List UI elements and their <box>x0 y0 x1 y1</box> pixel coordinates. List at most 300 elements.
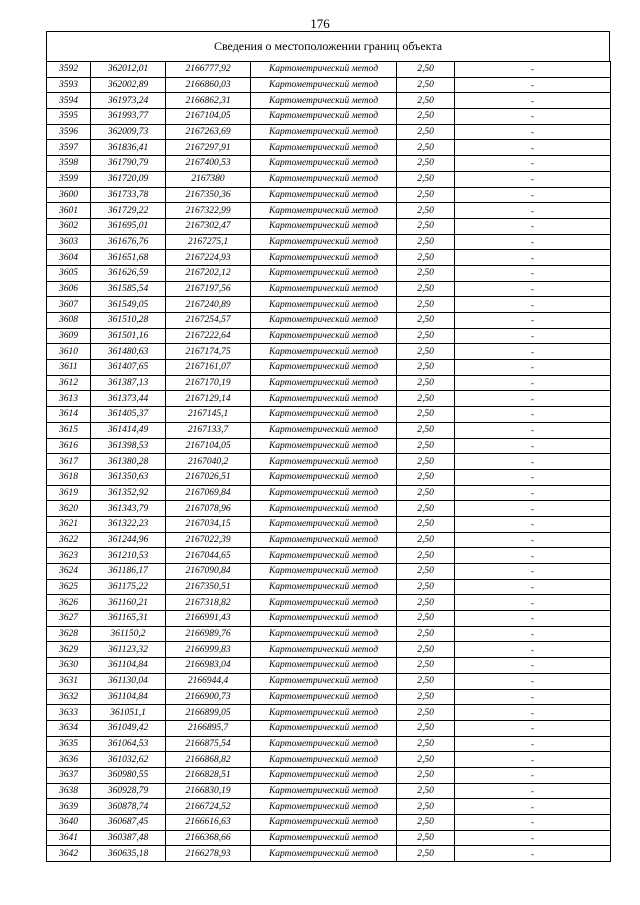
description-cell: - <box>455 611 611 627</box>
method-cell: Картометрический метод <box>251 469 397 485</box>
accuracy-cell: 2,50 <box>397 736 455 752</box>
accuracy-cell: 2,50 <box>397 391 455 407</box>
method-cell: Картометрический метод <box>251 438 397 454</box>
accuracy-cell: 2,50 <box>397 313 455 329</box>
y-coordinate-cell: 2167022,39 <box>166 532 251 548</box>
point-number-cell: 3616 <box>47 438 91 454</box>
x-coordinate-cell: 361343,79 <box>91 501 166 517</box>
y-coordinate-cell: 2166895,7 <box>166 720 251 736</box>
method-cell: Картометрический метод <box>251 658 397 674</box>
method-cell: Картометрический метод <box>251 265 397 281</box>
table-row <box>47 93 611 109</box>
y-coordinate-cell: 2167129,14 <box>166 391 251 407</box>
description-cell: - <box>455 579 611 595</box>
method-cell: Картометрический метод <box>251 93 397 109</box>
table-row <box>47 391 611 407</box>
point-number-cell: 3607 <box>47 297 91 313</box>
method-cell: Картометрический метод <box>251 344 397 360</box>
description-cell: - <box>455 626 611 642</box>
y-coordinate-cell: 2166989,76 <box>166 626 251 642</box>
description-cell: - <box>455 736 611 752</box>
point-number-cell: 3601 <box>47 203 91 219</box>
x-coordinate-cell: 361651,68 <box>91 250 166 266</box>
y-coordinate-cell: 2167069,84 <box>166 485 251 501</box>
y-coordinate-cell: 2167090,84 <box>166 564 251 580</box>
point-number-cell: 3629 <box>47 642 91 658</box>
x-coordinate-cell: 361373,44 <box>91 391 166 407</box>
description-cell: - <box>455 218 611 234</box>
accuracy-cell: 2,50 <box>397 250 455 266</box>
description-cell: - <box>455 344 611 360</box>
table-row <box>47 595 611 611</box>
table-row <box>47 109 611 125</box>
y-coordinate-cell: 2167350,36 <box>166 187 251 203</box>
point-number-cell: 3592 <box>47 62 91 78</box>
accuracy-cell: 2,50 <box>397 830 455 846</box>
boundary-table-sheet <box>46 31 610 862</box>
point-number-cell: 3625 <box>47 579 91 595</box>
x-coordinate-cell: 361585,54 <box>91 281 166 297</box>
description-cell: - <box>455 642 611 658</box>
y-coordinate-cell: 2167145,1 <box>166 407 251 423</box>
accuracy-cell: 2,50 <box>397 344 455 360</box>
point-number-cell: 3602 <box>47 218 91 234</box>
accuracy-cell: 2,50 <box>397 595 455 611</box>
method-cell: Картометрический метод <box>251 203 397 219</box>
x-coordinate-cell: 361130,04 <box>91 673 166 689</box>
method-cell: Картометрический метод <box>251 156 397 172</box>
y-coordinate-cell: 2166862,31 <box>166 93 251 109</box>
x-coordinate-cell: 361322,23 <box>91 516 166 532</box>
y-coordinate-cell: 2167133,7 <box>166 422 251 438</box>
description-cell: - <box>455 815 611 831</box>
description-cell: - <box>455 548 611 564</box>
description-cell: - <box>455 830 611 846</box>
y-coordinate-cell: 2167078,96 <box>166 501 251 517</box>
table-row <box>47 846 611 862</box>
x-coordinate-cell: 361350,63 <box>91 469 166 485</box>
accuracy-cell: 2,50 <box>397 203 455 219</box>
point-number-cell: 3638 <box>47 783 91 799</box>
y-coordinate-cell: 2167034,15 <box>166 516 251 532</box>
x-coordinate-cell: 361210,53 <box>91 548 166 564</box>
description-cell: - <box>455 516 611 532</box>
table-row <box>47 705 611 721</box>
point-number-cell: 3641 <box>47 830 91 846</box>
table-row <box>47 328 611 344</box>
table-row <box>47 642 611 658</box>
x-coordinate-cell: 362002,89 <box>91 77 166 93</box>
table-row <box>47 689 611 705</box>
x-coordinate-cell: 361720,09 <box>91 171 166 187</box>
method-cell: Картометрический метод <box>251 846 397 862</box>
x-coordinate-cell: 361676,76 <box>91 234 166 250</box>
accuracy-cell: 2,50 <box>397 846 455 862</box>
table-row <box>47 516 611 532</box>
description-cell: - <box>455 93 611 109</box>
description-cell: - <box>455 532 611 548</box>
accuracy-cell: 2,50 <box>397 767 455 783</box>
description-cell: - <box>455 265 611 281</box>
description-cell: - <box>455 705 611 721</box>
accuracy-cell: 2,50 <box>397 422 455 438</box>
table-row <box>47 720 611 736</box>
boundary-points-table <box>46 61 611 862</box>
table-row <box>47 124 611 140</box>
description-cell: - <box>455 422 611 438</box>
point-number-cell: 3620 <box>47 501 91 517</box>
accuracy-cell: 2,50 <box>397 752 455 768</box>
x-coordinate-cell: 361352,92 <box>91 485 166 501</box>
accuracy-cell: 2,50 <box>397 62 455 78</box>
accuracy-cell: 2,50 <box>397 673 455 689</box>
method-cell: Картометрический метод <box>251 297 397 313</box>
table-row <box>47 454 611 470</box>
method-cell: Картометрический метод <box>251 579 397 595</box>
y-coordinate-cell: 2167026,51 <box>166 469 251 485</box>
accuracy-cell: 2,50 <box>397 799 455 815</box>
method-cell: Картометрический метод <box>251 485 397 501</box>
point-number-cell: 3605 <box>47 265 91 281</box>
y-coordinate-cell: 2167275,1 <box>166 234 251 250</box>
table-row <box>47 501 611 517</box>
description-cell: - <box>455 281 611 297</box>
x-coordinate-cell: 361165,31 <box>91 611 166 627</box>
method-cell: Картометрический метод <box>251 124 397 140</box>
page-number: 176 <box>310 16 330 31</box>
table-row <box>47 752 611 768</box>
accuracy-cell: 2,50 <box>397 626 455 642</box>
table-row <box>47 297 611 313</box>
x-coordinate-cell: 361032,62 <box>91 752 166 768</box>
accuracy-cell: 2,50 <box>397 516 455 532</box>
description-cell: - <box>455 156 611 172</box>
point-number-cell: 3613 <box>47 391 91 407</box>
method-cell: Картометрический метод <box>251 407 397 423</box>
point-number-cell: 3624 <box>47 564 91 580</box>
accuracy-cell: 2,50 <box>397 642 455 658</box>
table-row <box>47 218 611 234</box>
point-number-cell: 3610 <box>47 344 91 360</box>
method-cell: Картометрический метод <box>251 422 397 438</box>
y-coordinate-cell: 2167161,07 <box>166 360 251 376</box>
y-coordinate-cell: 2166828,51 <box>166 767 251 783</box>
point-number-cell: 3642 <box>47 846 91 862</box>
description-cell: - <box>455 187 611 203</box>
y-coordinate-cell: 2166724,52 <box>166 799 251 815</box>
y-coordinate-cell: 2167197,56 <box>166 281 251 297</box>
table-row <box>47 250 611 266</box>
description-cell: - <box>455 297 611 313</box>
accuracy-cell: 2,50 <box>397 783 455 799</box>
table-row <box>47 360 611 376</box>
accuracy-cell: 2,50 <box>397 375 455 391</box>
accuracy-cell: 2,50 <box>397 360 455 376</box>
method-cell: Картометрический метод <box>251 626 397 642</box>
accuracy-cell: 2,50 <box>397 265 455 281</box>
table-row <box>47 783 611 799</box>
point-number-cell: 3596 <box>47 124 91 140</box>
table-row <box>47 187 611 203</box>
x-coordinate-cell: 362012,01 <box>91 62 166 78</box>
x-coordinate-cell: 361150,2 <box>91 626 166 642</box>
x-coordinate-cell: 361123,32 <box>91 642 166 658</box>
point-number-cell: 3594 <box>47 93 91 109</box>
y-coordinate-cell: 2166900,73 <box>166 689 251 705</box>
table-row <box>47 281 611 297</box>
y-coordinate-cell: 2167104,05 <box>166 109 251 125</box>
point-number-cell: 3634 <box>47 720 91 736</box>
accuracy-cell: 2,50 <box>397 815 455 831</box>
method-cell: Картометрический метод <box>251 250 397 266</box>
table-row <box>47 736 611 752</box>
description-cell: - <box>455 124 611 140</box>
accuracy-cell: 2,50 <box>397 234 455 250</box>
method-cell: Картометрический метод <box>251 328 397 344</box>
method-cell: Картометрический метод <box>251 501 397 517</box>
description-cell: - <box>455 407 611 423</box>
y-coordinate-cell: 2166830,19 <box>166 783 251 799</box>
accuracy-cell: 2,50 <box>397 720 455 736</box>
x-coordinate-cell: 361626,59 <box>91 265 166 281</box>
point-number-cell: 3603 <box>47 234 91 250</box>
description-cell: - <box>455 438 611 454</box>
y-coordinate-cell: 2166616,63 <box>166 815 251 831</box>
table-row <box>47 767 611 783</box>
description-cell: - <box>455 250 611 266</box>
y-coordinate-cell: 2167400,53 <box>166 156 251 172</box>
point-number-cell: 3612 <box>47 375 91 391</box>
point-number-cell: 3632 <box>47 689 91 705</box>
point-number-cell: 3609 <box>47 328 91 344</box>
y-coordinate-cell: 2167322,99 <box>166 203 251 219</box>
description-cell: - <box>455 454 611 470</box>
accuracy-cell: 2,50 <box>397 140 455 156</box>
method-cell: Картометрический метод <box>251 767 397 783</box>
description-cell: - <box>455 234 611 250</box>
accuracy-cell: 2,50 <box>397 564 455 580</box>
point-number-cell: 3637 <box>47 767 91 783</box>
y-coordinate-cell: 2166868,82 <box>166 752 251 768</box>
table-title: Сведения о местоположении границ объекта <box>46 31 610 61</box>
x-coordinate-cell: 360928,79 <box>91 783 166 799</box>
table-row <box>47 344 611 360</box>
x-coordinate-cell: 361993,77 <box>91 109 166 125</box>
x-coordinate-cell: 361836,41 <box>91 140 166 156</box>
description-cell: - <box>455 62 611 78</box>
description-cell: - <box>455 673 611 689</box>
x-coordinate-cell: 361501,16 <box>91 328 166 344</box>
point-number-cell: 3595 <box>47 109 91 125</box>
table-row <box>47 313 611 329</box>
y-coordinate-cell: 2167263,69 <box>166 124 251 140</box>
table-row <box>47 658 611 674</box>
x-coordinate-cell: 361104,84 <box>91 689 166 705</box>
method-cell: Картометрический метод <box>251 595 397 611</box>
accuracy-cell: 2,50 <box>397 579 455 595</box>
description-cell: - <box>455 485 611 501</box>
accuracy-cell: 2,50 <box>397 548 455 564</box>
x-coordinate-cell: 361695,01 <box>91 218 166 234</box>
accuracy-cell: 2,50 <box>397 93 455 109</box>
method-cell: Картометрический метод <box>251 171 397 187</box>
accuracy-cell: 2,50 <box>397 187 455 203</box>
y-coordinate-cell: 2166777,92 <box>166 62 251 78</box>
method-cell: Картометрический метод <box>251 516 397 532</box>
table-row <box>47 77 611 93</box>
y-coordinate-cell: 2167350,51 <box>166 579 251 595</box>
description-cell: - <box>455 501 611 517</box>
description-cell: - <box>455 720 611 736</box>
method-cell: Картометрический метод <box>251 187 397 203</box>
table-row <box>47 62 611 78</box>
accuracy-cell: 2,50 <box>397 109 455 125</box>
method-cell: Картометрический метод <box>251 564 397 580</box>
x-coordinate-cell: 361973,24 <box>91 93 166 109</box>
method-cell: Картометрический метод <box>251 673 397 689</box>
accuracy-cell: 2,50 <box>397 689 455 705</box>
x-coordinate-cell: 361407,65 <box>91 360 166 376</box>
point-number-cell: 3611 <box>47 360 91 376</box>
x-coordinate-cell: 360878,74 <box>91 799 166 815</box>
table-row <box>47 673 611 689</box>
point-number-cell: 3618 <box>47 469 91 485</box>
description-cell: - <box>455 360 611 376</box>
method-cell: Картометрический метод <box>251 532 397 548</box>
table-row <box>47 830 611 846</box>
x-coordinate-cell: 361790,79 <box>91 156 166 172</box>
y-coordinate-cell: 2167174,75 <box>166 344 251 360</box>
method-cell: Картометрический метод <box>251 642 397 658</box>
description-cell: - <box>455 469 611 485</box>
y-coordinate-cell: 2166899,05 <box>166 705 251 721</box>
description-cell: - <box>455 846 611 862</box>
description-cell: - <box>455 313 611 329</box>
accuracy-cell: 2,50 <box>397 705 455 721</box>
description-cell: - <box>455 391 611 407</box>
description-cell: - <box>455 564 611 580</box>
table-row <box>47 532 611 548</box>
y-coordinate-cell: 2166278,93 <box>166 846 251 862</box>
method-cell: Картометрический метод <box>251 752 397 768</box>
y-coordinate-cell: 2167297,91 <box>166 140 251 156</box>
description-cell: - <box>455 767 611 783</box>
table-row <box>47 611 611 627</box>
accuracy-cell: 2,50 <box>397 218 455 234</box>
description-cell: - <box>455 328 611 344</box>
table-row <box>47 485 611 501</box>
x-coordinate-cell: 361733,78 <box>91 187 166 203</box>
table-row <box>47 799 611 815</box>
method-cell: Картометрический метод <box>251 360 397 376</box>
method-cell: Картометрический метод <box>251 720 397 736</box>
y-coordinate-cell: 2166875,54 <box>166 736 251 752</box>
point-number-cell: 3630 <box>47 658 91 674</box>
point-number-cell: 3617 <box>47 454 91 470</box>
x-coordinate-cell: 361104,84 <box>91 658 166 674</box>
accuracy-cell: 2,50 <box>397 281 455 297</box>
point-number-cell: 3623 <box>47 548 91 564</box>
description-cell: - <box>455 375 611 391</box>
description-cell: - <box>455 140 611 156</box>
x-coordinate-cell: 361387,13 <box>91 375 166 391</box>
point-number-cell: 3628 <box>47 626 91 642</box>
x-coordinate-cell: 360687,45 <box>91 815 166 831</box>
y-coordinate-cell: 2167170,19 <box>166 375 251 391</box>
method-cell: Картометрический метод <box>251 689 397 705</box>
x-coordinate-cell: 361186,17 <box>91 564 166 580</box>
accuracy-cell: 2,50 <box>397 77 455 93</box>
point-number-cell: 3621 <box>47 516 91 532</box>
point-number-cell: 3636 <box>47 752 91 768</box>
method-cell: Картометрический метод <box>251 736 397 752</box>
description-cell: - <box>455 752 611 768</box>
method-cell: Картометрический метод <box>251 234 397 250</box>
y-coordinate-cell: 2167254,57 <box>166 313 251 329</box>
x-coordinate-cell: 361064,53 <box>91 736 166 752</box>
point-number-cell: 3597 <box>47 140 91 156</box>
y-coordinate-cell: 2167044,65 <box>166 548 251 564</box>
table-row <box>47 422 611 438</box>
y-coordinate-cell: 2167202,12 <box>166 265 251 281</box>
table-row <box>47 156 611 172</box>
y-coordinate-cell: 2166999,83 <box>166 642 251 658</box>
accuracy-cell: 2,50 <box>397 328 455 344</box>
description-cell: - <box>455 799 611 815</box>
y-coordinate-cell: 2166368,66 <box>166 830 251 846</box>
method-cell: Картометрический метод <box>251 62 397 78</box>
y-coordinate-cell: 2167224,93 <box>166 250 251 266</box>
y-coordinate-cell: 2167318,82 <box>166 595 251 611</box>
table-row <box>47 469 611 485</box>
table-row <box>47 564 611 580</box>
table-row <box>47 234 611 250</box>
accuracy-cell: 2,50 <box>397 454 455 470</box>
point-number-cell: 3619 <box>47 485 91 501</box>
point-number-cell: 3627 <box>47 611 91 627</box>
y-coordinate-cell: 2166983,04 <box>166 658 251 674</box>
y-coordinate-cell: 2166991,43 <box>166 611 251 627</box>
x-coordinate-cell: 361160,21 <box>91 595 166 611</box>
method-cell: Картометрический метод <box>251 815 397 831</box>
table-row <box>47 171 611 187</box>
x-coordinate-cell: 361175,22 <box>91 579 166 595</box>
description-cell: - <box>455 109 611 125</box>
method-cell: Картометрический метод <box>251 611 397 627</box>
table-row <box>47 548 611 564</box>
method-cell: Картометрический метод <box>251 783 397 799</box>
point-number-cell: 3631 <box>47 673 91 689</box>
description-cell: - <box>455 783 611 799</box>
point-number-cell: 3604 <box>47 250 91 266</box>
accuracy-cell: 2,50 <box>397 611 455 627</box>
description-cell: - <box>455 595 611 611</box>
method-cell: Картометрический метод <box>251 313 397 329</box>
table-row <box>47 265 611 281</box>
point-number-cell: 3600 <box>47 187 91 203</box>
y-coordinate-cell: 2166860,03 <box>166 77 251 93</box>
method-cell: Картометрический метод <box>251 281 397 297</box>
method-cell: Картометрический метод <box>251 705 397 721</box>
x-coordinate-cell: 362009,73 <box>91 124 166 140</box>
accuracy-cell: 2,50 <box>397 156 455 172</box>
point-number-cell: 3639 <box>47 799 91 815</box>
description-cell: - <box>455 203 611 219</box>
y-coordinate-cell: 2167104,05 <box>166 438 251 454</box>
point-number-cell: 3635 <box>47 736 91 752</box>
method-cell: Картометрический метод <box>251 77 397 93</box>
description-cell: - <box>455 658 611 674</box>
